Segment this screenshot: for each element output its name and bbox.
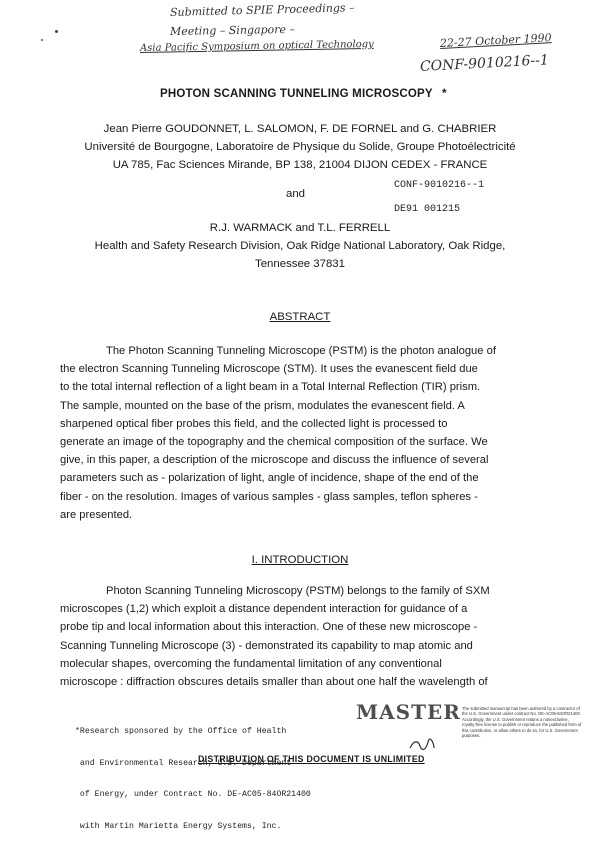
abstract-line: generate an image of the topography and the chemical composition of the surface. We (60, 436, 488, 449)
abstract-body (60, 342, 555, 524)
authors-group-2: R.J. WARMACK and T.L. FERRELL (209, 222, 391, 234)
handwritten-dates-note: 22-27 October 1990 (439, 31, 552, 50)
title-footnote-mark: * (441, 88, 447, 100)
margin-speck (41, 39, 43, 41)
affiliation-1-line-1: Université de Bourgogne, Laboratoire de Physique du Solide, Groupe Photoélectricité (84, 141, 516, 153)
intro-line: Photon Scanning Tunneling Microscopy (PSTM) belongs to the family of SXM (106, 585, 490, 597)
funding-footnote (75, 706, 311, 843)
and-separator: and (286, 188, 306, 200)
paper-title: PHOTON SCANNING TUNNELING MICROSCOPY * (160, 88, 447, 100)
margin-speck (55, 30, 58, 33)
intro-line: probe tip and local information about this interaction. One of these new microscope - (60, 621, 478, 634)
handwritten-initials (408, 738, 436, 752)
affiliation-2-line-2: Tennessee 37831 (255, 258, 345, 270)
master-stamp: MASTER (356, 700, 461, 724)
abstract-line: The Photon Scanning Tunneling Microscope (PSTM) is the photon analogue of (106, 345, 496, 357)
abstract-line: give, in this paper, a description of the microscope and discuss the influence of several (60, 454, 489, 467)
introduction-body (60, 582, 555, 691)
intro-line: molecular shapes, overcoming the fundamental limitation of any conventional (60, 657, 442, 670)
intro-line: Scanning Tunneling Microscope (3) - demonstrated its capability to map atomic and (60, 639, 473, 652)
document-code-de: DE91 001215 (394, 204, 461, 215)
abstract-line: are presented. (60, 508, 133, 521)
abstract-line: fiber - on the resolution. Images of various samples - glass samples, teflon spheres - (60, 490, 478, 503)
affiliation-1-line-2: UA 785, Fac Sciences Mirande, BP 138, 21004 DIJON CEDEX - FRANCE (112, 159, 488, 171)
intro-line: microscopes (1,2) which exploit a distance dependent interaction for guidance of a (60, 603, 468, 616)
government-license-notice: The submitted manuscript has been authored by a contractor of the U.S. Government under contract No. DE-AC05-84OR21400. Accordingly, the U.S. Government retains a nonexclusive, royalty-free license to publish or reproduce the published form of this contribution, or allow others to do so, for U.S. Government purposes. (462, 706, 582, 739)
affiliation-2-line-1: Health and Safety Research Division, Oak Ridge National Laboratory, Oak Ridge, (94, 240, 506, 252)
document-code-conf: CONF-9010216--1 (394, 180, 485, 191)
abstract-line: the electron Scanning Tunneling Microscope (STM). It uses the evanescent field due (60, 363, 478, 376)
abstract-line: The sample, mounted on the base of the prism, modulates the evanescent field. A (60, 399, 465, 412)
footnote-line: *Research sponsored by the Office of Health (75, 727, 287, 736)
footnote-line: with Martin Marietta Energy Systems, Inc. (75, 821, 282, 831)
authors-group-1: Jean Pierre GOUDONNET, L. SALOMON, F. DE FORNEL and G. CHABRIER (103, 123, 497, 135)
abstract-line: parameters such as - polarization of light, angle of incidence, shape of the end of the (60, 472, 479, 485)
intro-line: microscope : diffraction obscures details smaller than about one half the wavelength of (60, 676, 488, 689)
handwritten-meeting-note: Meeting – Singapore – (169, 22, 296, 38)
footnote-line: and Environmental Research, U.S. Department (75, 758, 292, 768)
distribution-statement: DISTRIBUTION OF THIS DOCUMENT IS UNLIMITED (198, 754, 425, 764)
handwritten-conference-note: Asia Pacific Symposium on optical Technology (139, 38, 374, 54)
abstract-line: sharpened optical fiber probes this field, and the collected light is processed to (60, 417, 448, 430)
handwritten-submitted-note: Submitted to SPIE Proceedings – (169, 1, 355, 19)
footnote-line: of Energy, under Contract No. DE-AC05-84OR21400 (75, 790, 311, 799)
handwritten-conf-number: CONF-9010216--1 (419, 52, 550, 75)
abstract-heading: ABSTRACT (269, 311, 331, 323)
introduction-heading: I. INTRODUCTION (251, 554, 349, 566)
abstract-line: to the total internal reflection of a light beam in a Total Internal Reflection (TIR) prism. (60, 381, 481, 394)
